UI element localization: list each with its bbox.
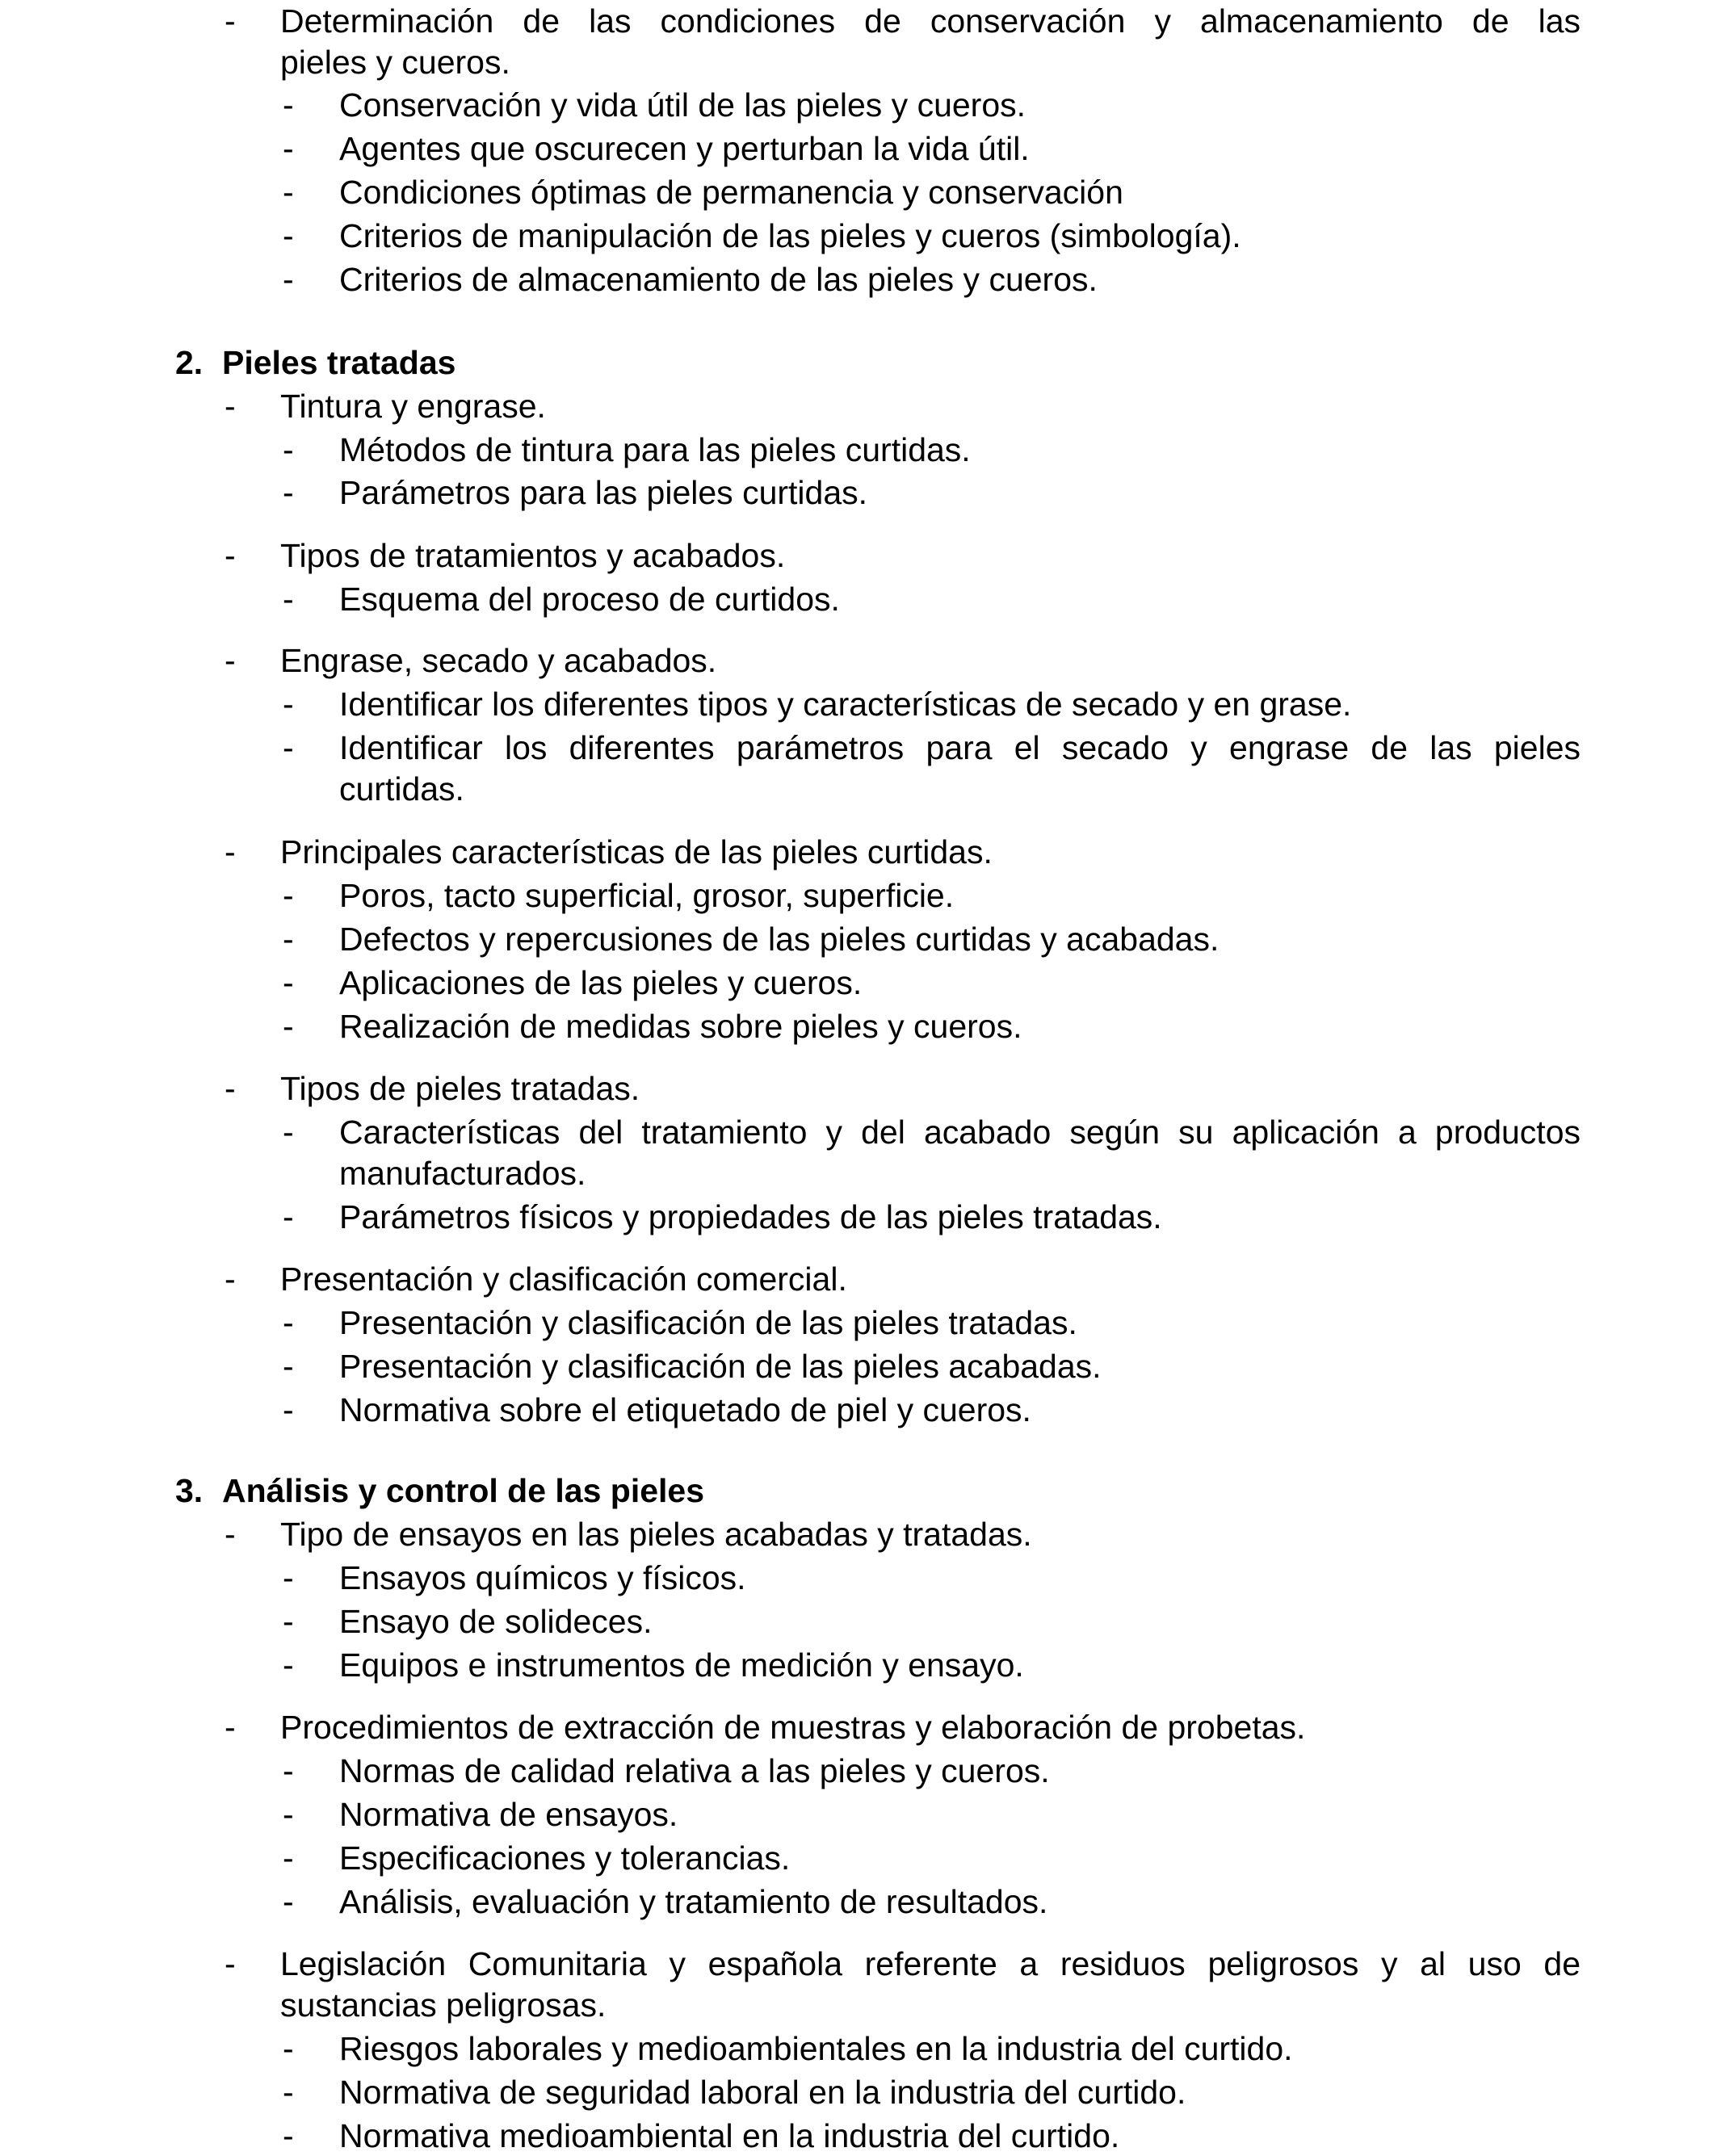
sublist-item: Ensayo de solideces.: [339, 1603, 653, 1640]
list-dash: -: [225, 388, 236, 425]
section-title: Pieles tratadas: [222, 344, 456, 381]
sublist-dash: -: [283, 86, 294, 124]
sublist-item: Parámetros físicos y propiedades de las pieles tratadas.: [339, 1198, 1162, 1235]
sublist-dash: -: [283, 130, 294, 167]
list-item: Tipo de ensayos en las pieles acabadas y tratadas.: [280, 1516, 1032, 1553]
sublist-dash: -: [283, 217, 294, 254]
sublist-dash: -: [283, 1883, 294, 1920]
list-dash: -: [225, 1945, 236, 1982]
sublist-item-continuation: manufacturados.: [339, 1155, 586, 1192]
sublist-dash: -: [283, 1796, 294, 1833]
sublist-item: Presentación y clasificación de las pieles acabadas.: [339, 1348, 1102, 1385]
sublist-dash: -: [283, 174, 294, 211]
sublist-item: Normativa de ensayos.: [339, 1796, 678, 1833]
sublist-item: Criterios de almacenamiento de las pieles y cueros.: [339, 261, 1098, 298]
sublist-item: Identificar los diferentes tipos y características de secado y en grase.: [339, 686, 1352, 723]
list-item: Presentación y clasificación comercial.: [280, 1260, 847, 1298]
list-dash: -: [225, 1260, 236, 1298]
sublist-item: Normativa de seguridad laboral en la industria del curtido.: [339, 2074, 1186, 2111]
sublist-item: Normativa medioambiental en la industria del curtido.: [339, 2117, 1120, 2154]
sublist-item: Criterios de manipulación de las pieles y cueros (simbología).: [339, 217, 1241, 254]
list-item: Determinación de las condiciones de conservación y almacenamiento de las: [280, 2, 1581, 40]
list-item: Tipos de pieles tratadas.: [280, 1070, 640, 1107]
sublist-item: Métodos de tintura para las pieles curtidas.: [339, 431, 971, 468]
sublist-item-continuation: curtidas.: [339, 770, 464, 807]
list-dash: -: [225, 2, 236, 40]
sublist-item: Análisis, evaluación y tratamiento de resultados.: [339, 1883, 1048, 1920]
section-title: Análisis y control de las pieles: [222, 1472, 705, 1509]
sublist-dash: -: [283, 964, 294, 1001]
list-dash: -: [225, 833, 236, 870]
sublist-item: Poros, tacto superficial, grosor, superficie.: [339, 877, 955, 914]
section-number: 2.: [175, 344, 204, 381]
sublist-item: Normas de calidad relativa a las pieles y cueros.: [339, 1752, 1050, 1789]
sublist-item: Riesgos laborales y medioambientales en la industria del curtido.: [339, 2030, 1293, 2067]
list-item: Tipos de tratamientos y acabados.: [280, 537, 786, 574]
sublist-item: Identificar los diferentes parámetros para el secado y engrase de las pieles: [339, 729, 1581, 766]
sublist-dash: -: [283, 921, 294, 958]
sublist-dash: -: [283, 2074, 294, 2111]
sublist-dash: -: [283, 2117, 294, 2154]
sublist-dash: -: [283, 1348, 294, 1385]
sublist-item: Presentación y clasificación de las pieles tratadas.: [339, 1304, 1077, 1341]
list-dash: -: [225, 1516, 236, 1553]
section-number: 3.: [175, 1472, 204, 1509]
list-dash: -: [225, 642, 236, 679]
sublist-dash: -: [283, 1198, 294, 1235]
list-dash: -: [225, 537, 236, 574]
sublist-dash: -: [283, 1646, 294, 1684]
sublist-dash: -: [283, 1391, 294, 1428]
sublist-item: Características del tratamiento y del acabado según su aplicación a productos: [339, 1114, 1581, 1151]
list-item: Engrase, secado y acabados.: [280, 642, 717, 679]
sublist-item: Especificaciones y tolerancias.: [339, 1839, 791, 1877]
sublist-item: Equipos e instrumentos de medición y ensayo.: [339, 1646, 1024, 1684]
list-item: Principales características de las pieles curtidas.: [280, 833, 993, 870]
sublist-dash: -: [283, 1304, 294, 1341]
sublist-dash: -: [283, 474, 294, 511]
sublist-item: Normativa sobre el etiquetado de piel y cueros.: [339, 1391, 1031, 1428]
sublist-dash: -: [283, 686, 294, 723]
sublist-dash: -: [283, 2030, 294, 2067]
sublist-item: Parámetros para las pieles curtidas.: [339, 474, 868, 511]
list-item-continuation: sustancias peligrosas.: [280, 1986, 607, 2024]
sublist-item: Agentes que oscurecen y perturban la vida útil.: [339, 130, 1030, 167]
sublist-dash: -: [283, 1559, 294, 1596]
sublist-dash: -: [283, 261, 294, 298]
sublist-dash: -: [283, 581, 294, 618]
sublist-item: Esquema del proceso de curtidos.: [339, 581, 840, 618]
list-dash: -: [225, 1709, 236, 1746]
sublist-dash: -: [283, 1839, 294, 1877]
list-item: Legislación Comunitaria y española referente a residuos peligrosos y al uso de: [280, 1945, 1581, 1982]
sublist-item: Ensayos químicos y físicos.: [339, 1559, 746, 1596]
sublist-dash: -: [283, 431, 294, 468]
sublist-dash: -: [283, 1603, 294, 1640]
list-item-continuation: pieles y cueros.: [280, 44, 510, 81]
sublist-item: Aplicaciones de las pieles y cueros.: [339, 964, 863, 1001]
sublist-item: Realización de medidas sobre pieles y cueros.: [339, 1008, 1022, 1045]
sublist-dash: -: [283, 729, 294, 766]
sublist-item: Conservación y vida útil de las pieles y cueros.: [339, 86, 1026, 124]
sublist-item: Defectos y repercusiones de las pieles curtidas y acabadas.: [339, 921, 1220, 958]
sublist-dash: -: [283, 1752, 294, 1789]
list-item: Procedimientos de extracción de muestras y elaboración de probetas.: [280, 1709, 1306, 1746]
sublist-dash: -: [283, 1008, 294, 1045]
list-item: Tintura y engrase.: [280, 388, 546, 425]
list-dash: -: [225, 1070, 236, 1107]
sublist-dash: -: [283, 1114, 294, 1151]
sublist-item: Condiciones óptimas de permanencia y conservación: [339, 174, 1123, 211]
sublist-dash: -: [283, 877, 294, 914]
